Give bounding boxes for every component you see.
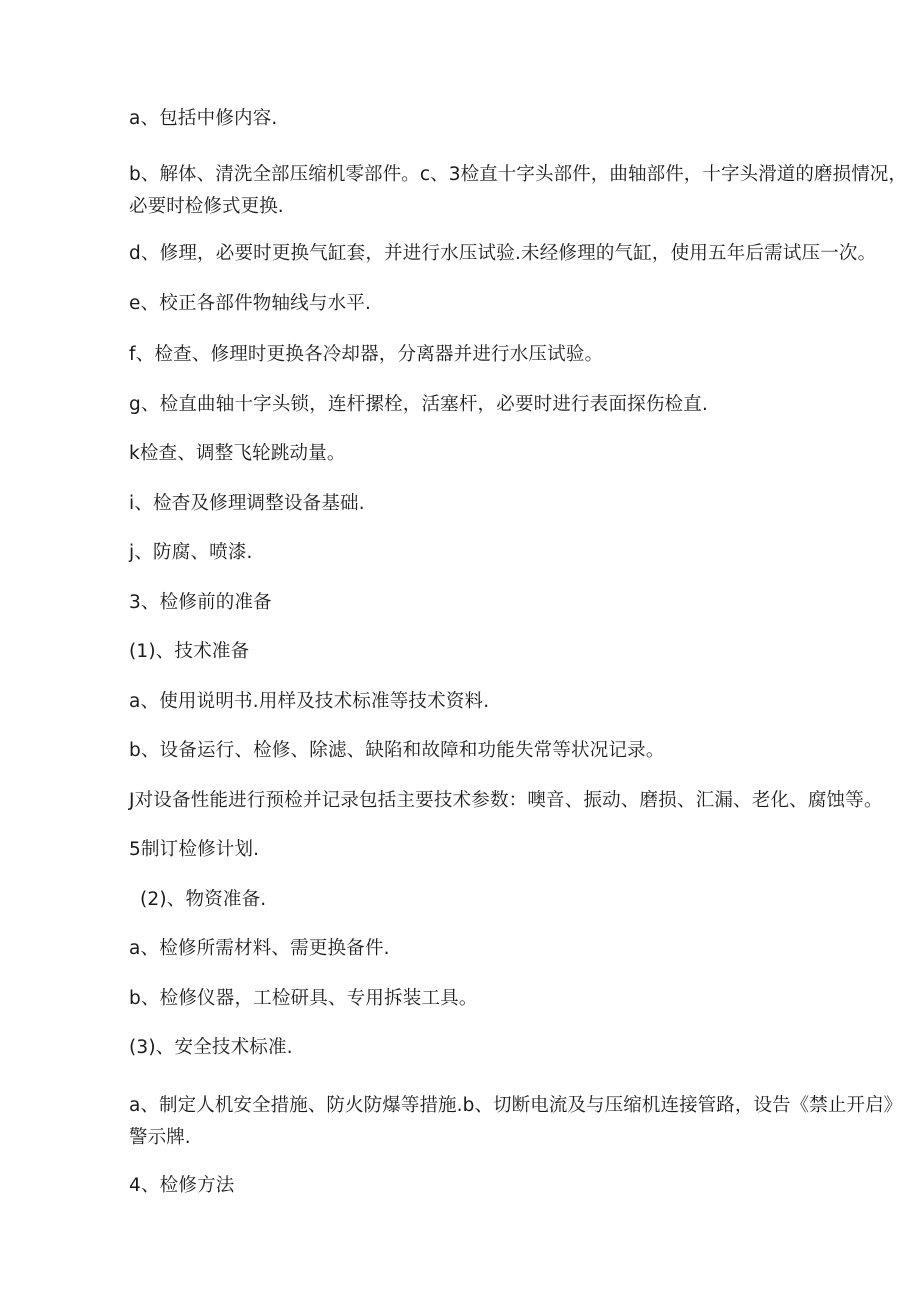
paragraph-a-intro: a、包括中修内容. — [129, 108, 278, 129]
paragraph-j-paint: j、防腐、喷漆. — [129, 542, 253, 563]
subsection-3-heading: (3)、安全技术标准. — [129, 1037, 293, 1058]
subsection-2-heading: (2)、物资准备. — [140, 889, 267, 910]
paragraph-a-b-safety: a、制定人机安全措施、防火防爆等措施.b、切断电流及与压缩机连接管路，设告《禁止开启》警示牌. — [129, 1095, 903, 1148]
paragraph-k-flywheel: k检查、调整飞轮跳动量。 — [129, 443, 346, 464]
paragraph-f-coolers: f、检查、修理时更换各冷却器，分离器并进行水压试验。 — [129, 344, 604, 365]
paragraph-b-records: b、设备运行、检修、除滤、缺陷和故障和功能失常等状况记录。 — [129, 740, 665, 761]
paragraph-j-precheck: J对设备性能进行预检并记录包括主要技术参数：噢音、振动、磨损、汇漏、老化、腐蚀等。 — [129, 790, 883, 811]
paragraph-i-foundation: i、检杳及修理调整设备基础. — [129, 493, 365, 514]
paragraph-b-c-disassembly: b、解体、清洗全部压缩机零部件。c、3检直十字头部件，曲轴部件，十字头滑道的磨损情况，必要时检修式更换. — [129, 164, 907, 217]
paragraph-d-repair: d、修理，必要时更换气缸套，并进行水压试验.未经修理的气缸，使用五年后需试压一次。 — [129, 243, 877, 264]
paragraph-e-align: e、校正各部件物轴线与水平. — [129, 293, 372, 314]
section-3-heading: 3、检修前的准备 — [129, 592, 272, 613]
paragraph-g-crankshaft: g、检直曲轴十字头锁，连杆摞栓，活塞杆，必要时进行表面探伤检直. — [129, 394, 709, 415]
paragraph-a-manuals: a、使用说明书.用样及技术标准等技术资料. — [129, 691, 490, 712]
subsection-1-heading: (1)、技术准备 — [129, 641, 250, 662]
paragraph-a-materials: a、检修所需材料、需更换备件. — [129, 938, 390, 959]
section-4-heading: 4、检修方法 — [129, 1175, 235, 1196]
paragraph-5-plan: 5制订检修计划. — [129, 839, 260, 860]
paragraph-b-tools: b、检修仪器，工检研具、专用拆装工具。 — [129, 988, 478, 1009]
